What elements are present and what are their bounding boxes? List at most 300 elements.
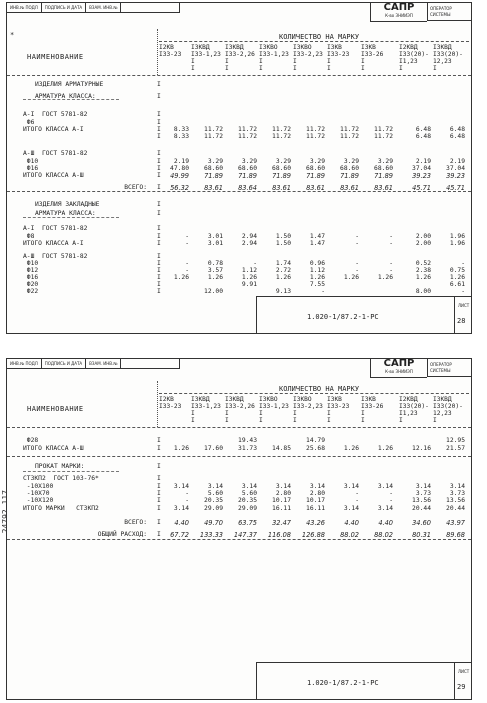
row-label: Ф16 xyxy=(23,274,39,281)
row-value: 1.26 xyxy=(377,445,393,452)
row-value: 83.61 xyxy=(374,184,393,192)
sapr-subtitle: К-во ЗНИИЭП xyxy=(385,369,413,374)
row-label: ВСЕГО: xyxy=(124,519,147,526)
operator-label: ОПЕРАТОР xyxy=(430,6,452,11)
row-label: Ф8 xyxy=(23,233,35,240)
row-value: 3.14 xyxy=(275,483,291,490)
row-value: 1.47 xyxy=(309,240,325,247)
column-header: I3КВД I33-1,23 I I xyxy=(191,44,221,72)
column-rule: I xyxy=(157,490,161,497)
row-label: ИЗДЕЛИЯ ЗАКЛАДНЫЕ xyxy=(35,201,100,208)
row-value: 1.50 xyxy=(275,240,291,247)
column-rule: I xyxy=(157,201,161,208)
row-value: 4.40 xyxy=(174,519,189,527)
column-rule: I xyxy=(157,437,161,444)
column-header: I2КВ I33-23 xyxy=(159,44,182,58)
strip-cell: ПОДПИСЬ И ДАТА xyxy=(42,359,86,368)
row-value: 1.26 xyxy=(275,274,291,281)
row-value: 71.89 xyxy=(238,172,257,180)
row-value: 11.72 xyxy=(238,126,257,133)
row-value: 8.33 xyxy=(173,133,189,140)
row-label: ИТОГО КЛАССА А-Ш xyxy=(23,445,84,452)
sheet-number-box xyxy=(454,297,471,333)
row-value: 11.72 xyxy=(238,133,257,140)
row-value: 10.17 xyxy=(306,497,325,504)
system-label: СИСТЕМЫ xyxy=(430,12,451,17)
column-rule: I xyxy=(157,165,161,172)
row-value: 0.75 xyxy=(449,267,465,274)
row-value: - xyxy=(461,260,465,267)
column-rule: I xyxy=(157,288,161,295)
table-row xyxy=(7,81,471,89)
strip-cell: ИНВ.№ ПОДЛ xyxy=(7,359,42,368)
row-label: Ф20 xyxy=(23,281,39,288)
row-value: 32.47 xyxy=(272,519,291,527)
column-header: I3КВО I33-2,23 I I xyxy=(293,44,323,72)
quantity-underline xyxy=(159,41,469,42)
row-value: 11.72 xyxy=(340,126,359,133)
column-rule: I xyxy=(157,475,161,482)
row-label: ВСЕГО: xyxy=(124,184,147,191)
row-label: ИТОГО КЛАССА А-I xyxy=(23,240,84,247)
title-block xyxy=(256,296,471,333)
row-value: 3.73 xyxy=(449,490,465,497)
row-value: 2.00 xyxy=(415,233,431,240)
row-value: 11.72 xyxy=(374,133,393,140)
row-value: 3.14 xyxy=(343,483,359,490)
strip-cell: ВЗАМ. ИНВ.№ xyxy=(86,359,121,368)
row-value: 45.71 xyxy=(412,184,431,192)
header-star: * xyxy=(10,31,15,39)
column-rule: I xyxy=(157,150,161,157)
column-rule: I xyxy=(157,210,161,217)
column-rule: I xyxy=(157,184,161,191)
row-value: 11.72 xyxy=(306,126,325,133)
column-rule: I xyxy=(157,119,161,126)
row-value: 68.60 xyxy=(340,165,359,172)
row-value: 68.60 xyxy=(238,165,257,172)
row-label: СТ3КП2 ГОСТ 103-76* xyxy=(23,475,99,482)
row-value: 20.35 xyxy=(204,497,223,504)
row-value: 6.48 xyxy=(415,126,431,133)
column-rule: I xyxy=(157,519,161,526)
row-value: 3.73 xyxy=(415,490,431,497)
sheet-number: 29 xyxy=(457,683,466,691)
title-block xyxy=(256,662,471,699)
row-label: -10Х70 xyxy=(23,490,50,497)
row-value: - xyxy=(389,233,393,240)
column-rule: I xyxy=(157,260,161,267)
row-value: 6.48 xyxy=(449,126,465,133)
row-value: 63.75 xyxy=(238,519,257,527)
column-rule: I xyxy=(157,445,161,452)
sapr-box xyxy=(370,3,427,22)
row-value: - xyxy=(185,267,189,274)
row-label: ИТОГО КЛАССА А-I xyxy=(23,126,84,133)
sheet-number: 28 xyxy=(457,317,466,325)
row-label: ОБЩИЙ РАСХОД: xyxy=(97,531,147,538)
row-value: 3.14 xyxy=(377,505,393,512)
row-value: 7.55 xyxy=(309,281,325,288)
row-value: 1.26 xyxy=(241,274,257,281)
row-value: 88.02 xyxy=(340,531,359,539)
row-value: 1.12 xyxy=(309,267,325,274)
row-value: 71.89 xyxy=(204,172,223,180)
table-row xyxy=(7,172,471,180)
name-column-header: НАИМЕНОВАНИЕ xyxy=(27,405,84,413)
row-value: - xyxy=(355,490,359,497)
row-value: 83.61 xyxy=(272,184,291,192)
row-value: 20.35 xyxy=(238,497,257,504)
table-row xyxy=(7,437,471,445)
sheet-number-box xyxy=(454,663,471,699)
row-value: 6.48 xyxy=(415,133,431,140)
row-value: 89.68 xyxy=(446,531,465,539)
row-label: ИТОГО КЛАССА А-Ш xyxy=(23,172,84,179)
row-value: - xyxy=(355,260,359,267)
column-header: I3КВ I33-26 I I xyxy=(361,44,384,72)
row-value: 2.80 xyxy=(275,490,291,497)
row-value: 1.26 xyxy=(377,274,393,281)
row-value: 1.26 xyxy=(415,274,431,281)
column-header: I3КВД I33-1,23 I I xyxy=(191,396,221,424)
row-value: 3.57 xyxy=(207,267,223,274)
row-label: Ф10 xyxy=(23,260,39,267)
row-value: 1.96 xyxy=(449,233,465,240)
row-label: А-I ГОСТ 5781-82 xyxy=(23,225,88,232)
row-value: 29.09 xyxy=(204,505,223,512)
row-value: 56.32 xyxy=(170,184,189,192)
row-value: 3.29 xyxy=(377,158,393,165)
row-value: 14.79 xyxy=(306,437,325,444)
row-value: 147.37 xyxy=(233,531,257,539)
row-value: 68.60 xyxy=(204,165,223,172)
column-rule: I xyxy=(157,463,161,470)
row-value: 3.01 xyxy=(207,233,223,240)
row-label: ПРОКАТ МАРКИ: xyxy=(35,463,85,470)
row-value: - xyxy=(185,240,189,247)
sapr-box xyxy=(370,359,427,378)
row-value: 19.43 xyxy=(238,437,257,444)
row-label: Ф22 xyxy=(23,288,39,295)
document-code: 1.020-1/87.2-1-РС xyxy=(307,679,379,687)
column-rule: I xyxy=(157,505,161,512)
table-row xyxy=(7,225,471,233)
row-value: 1.74 xyxy=(275,260,291,267)
column-header: I3КВО I33-1,23 I I xyxy=(259,44,289,72)
column-rule: I xyxy=(157,531,161,538)
strip-cell: ИНВ.№ ПОДЛ xyxy=(7,3,42,12)
row-value: 3.14 xyxy=(415,483,431,490)
row-value: - xyxy=(185,497,189,504)
row-label: А-Ш ГОСТ 5781-82 xyxy=(23,253,88,260)
row-value: 12.16 xyxy=(412,445,431,452)
column-rule: I xyxy=(157,133,161,140)
row-value: - xyxy=(253,260,257,267)
quantity-header: КОЛИЧЕСТВО НА МАРКУ xyxy=(279,33,360,41)
table-row xyxy=(7,111,471,119)
document-code: 1.020-1/87.2-1-РС xyxy=(307,313,379,321)
row-label: Ф12 xyxy=(23,267,39,274)
column-rule: I xyxy=(157,240,161,247)
sapr-title: САПР xyxy=(383,358,415,369)
row-value: 39.23 xyxy=(412,172,431,180)
row-value: 68.60 xyxy=(306,165,325,172)
row-value: 37.04 xyxy=(446,165,465,172)
row-value: 71.89 xyxy=(306,172,325,180)
row-label: А-Ш ГОСТ 5781-82 xyxy=(23,150,88,157)
row-value: 80.31 xyxy=(412,531,431,539)
row-value: 49.99 xyxy=(170,172,189,180)
row-label: АРМАТУРА КЛАССА: xyxy=(35,93,96,100)
row-value: 116.08 xyxy=(267,531,291,539)
row-value: 25.68 xyxy=(306,445,325,452)
row-value: 2.94 xyxy=(241,240,257,247)
column-rule: I xyxy=(157,497,161,504)
column-header: I3КВО I33-1,23 I I xyxy=(259,396,289,424)
row-value: 4.40 xyxy=(378,519,393,527)
row-value: 6.61 xyxy=(449,281,465,288)
row-separator xyxy=(7,456,471,457)
row-value: 49.70 xyxy=(204,519,223,527)
row-value: 11.72 xyxy=(306,133,325,140)
row-value: - xyxy=(185,490,189,497)
row-value: 8.00 xyxy=(415,288,431,295)
row-value: - xyxy=(389,260,393,267)
column-rule: I xyxy=(157,253,161,260)
row-value: 1.47 xyxy=(309,233,325,240)
row-value: - xyxy=(321,288,325,295)
name-column-header: НАИМЕНОВАНИЕ xyxy=(27,53,84,61)
column-rule: I xyxy=(157,93,161,100)
row-value: 0.52 xyxy=(415,260,431,267)
row-value: 68.60 xyxy=(272,165,291,172)
row-value: 13.56 xyxy=(446,497,465,504)
row-value: 12.00 xyxy=(204,288,223,295)
row-value: 45.71 xyxy=(446,184,465,192)
strip-cell: ПОДПИСЬ И ДАТА xyxy=(42,3,86,12)
row-value: 126.88 xyxy=(301,531,325,539)
row-value: 11.72 xyxy=(340,133,359,140)
row-value: - xyxy=(185,260,189,267)
row-label: Ф28 xyxy=(23,437,39,444)
column-rule: I xyxy=(157,126,161,133)
row-value: 3.14 xyxy=(343,505,359,512)
column-rule: I xyxy=(157,233,161,240)
row-value: 17.60 xyxy=(204,445,223,452)
row-value: - xyxy=(355,497,359,504)
column-header: I2КВД I33(20)- I1,23 I xyxy=(399,396,429,424)
row-value: 5.60 xyxy=(207,490,223,497)
row-value: 6.48 xyxy=(449,133,465,140)
row-value: 71.89 xyxy=(272,172,291,180)
row-value: 20.44 xyxy=(412,505,431,512)
row-label: А-I ГОСТ 5781-82 xyxy=(23,111,88,118)
row-value: 83.61 xyxy=(306,184,325,192)
row-value: 1.26 xyxy=(343,445,359,452)
row-label: ИТОГО МАРКИ СТ3КП2 xyxy=(23,505,99,512)
row-value: 14.85 xyxy=(272,445,291,452)
row-value: - xyxy=(461,288,465,295)
column-rule: I xyxy=(157,172,161,179)
row-value: 2.94 xyxy=(241,233,257,240)
row-value: 71.89 xyxy=(340,172,359,180)
column-header: I3КВ I33-23 I I xyxy=(327,396,350,424)
sapr-title: САПР xyxy=(383,2,415,13)
table-row xyxy=(7,445,471,453)
table-row xyxy=(7,184,471,192)
column-header: I3КВ I33-26 I I xyxy=(361,396,384,424)
row-value: 3.14 xyxy=(241,483,257,490)
row-value: 11.72 xyxy=(272,133,291,140)
table-row xyxy=(7,93,471,101)
row-value: - xyxy=(389,267,393,274)
column-header: I2КВД I33(20)- I1,23 I xyxy=(399,44,429,72)
row-value: 47.80 xyxy=(170,165,189,172)
row-value: 29.09 xyxy=(238,505,257,512)
column-rule: I xyxy=(157,158,161,165)
row-value: 1.26 xyxy=(449,274,465,281)
row-label: -10Х120 xyxy=(23,497,54,504)
row-value: 1.26 xyxy=(173,445,189,452)
row-value: 9.13 xyxy=(275,288,291,295)
row-value: 11.72 xyxy=(272,126,291,133)
row-value: 1.26 xyxy=(309,274,325,281)
table-row xyxy=(7,475,471,483)
row-value: 3.29 xyxy=(343,158,359,165)
column-rule: I xyxy=(157,225,161,232)
row-value: 3.29 xyxy=(275,158,291,165)
row-value: 83.64 xyxy=(238,184,257,192)
row-value: 3.14 xyxy=(173,483,189,490)
row-value: 1.12 xyxy=(241,267,257,274)
row-value: - xyxy=(389,240,393,247)
sheet-28 xyxy=(6,2,472,334)
row-value: 1.26 xyxy=(207,274,223,281)
table-header xyxy=(7,29,471,76)
column-rule: I xyxy=(157,81,161,88)
row-value: 2.80 xyxy=(309,490,325,497)
row-value: 11.72 xyxy=(204,126,223,133)
table-row xyxy=(7,531,471,539)
column-rule: I xyxy=(157,281,161,288)
column-divider xyxy=(157,29,158,75)
row-value: 133.33 xyxy=(199,531,223,539)
column-header: I3КВД I33-2,26 I I xyxy=(225,44,255,72)
column-rule: I xyxy=(157,267,161,274)
sapr-subtitle: К-во ЗНИИЭП xyxy=(385,13,413,18)
title-strip xyxy=(7,3,180,13)
row-value: 3.29 xyxy=(207,158,223,165)
row-value: 3.14 xyxy=(207,483,223,490)
title-strip xyxy=(7,359,180,369)
row-value: 37.04 xyxy=(412,165,431,172)
row-label: Ф16 xyxy=(23,165,39,172)
row-value: 16.11 xyxy=(306,505,325,512)
column-divider xyxy=(157,381,158,427)
row-value: 1.26 xyxy=(173,274,189,281)
row-label: ИЗДЕЛИЯ АРМАТУРНЫЕ xyxy=(35,81,104,88)
column-header: I3КВ I33-23 I I xyxy=(327,44,350,72)
table-row xyxy=(7,519,471,527)
row-value: 71.89 xyxy=(374,172,393,180)
row-value: 67.72 xyxy=(170,531,189,539)
sheet-29 xyxy=(6,358,472,700)
row-value: 3.14 xyxy=(309,483,325,490)
row-value: 83.61 xyxy=(204,184,223,192)
row-value: 39.23 xyxy=(446,172,465,180)
row-value: 20.44 xyxy=(446,505,465,512)
table-row xyxy=(7,288,471,296)
row-value: 2.72 xyxy=(275,267,291,274)
row-value: 4.40 xyxy=(344,519,359,527)
row-label: Ф6 xyxy=(23,119,35,126)
quantity-underline xyxy=(159,393,469,394)
row-value: 3.29 xyxy=(309,158,325,165)
strip-cell: ВЗАМ. ИНВ.№ xyxy=(86,3,121,12)
row-value: 3.01 xyxy=(207,240,223,247)
column-header: I3КВО I33-2,23 I I xyxy=(293,396,323,424)
table-row xyxy=(7,505,471,513)
row-value: 11.72 xyxy=(204,133,223,140)
row-value: 3.14 xyxy=(449,483,465,490)
row-value: 2.38 xyxy=(415,267,431,274)
column-header: I3КВД I33-2,26 I I xyxy=(225,396,255,424)
system-label: СИСТЕМЫ xyxy=(430,368,451,373)
row-value: - xyxy=(185,233,189,240)
column-rule: I xyxy=(157,111,161,118)
row-value: 10.17 xyxy=(272,497,291,504)
row-value: 43.26 xyxy=(306,519,325,527)
row-value: 1.26 xyxy=(343,274,359,281)
column-header: I3КВД I33(20)- 12,23 I xyxy=(433,44,463,72)
row-value: 83.61 xyxy=(340,184,359,192)
row-value: 31.73 xyxy=(238,445,257,452)
row-label: АРМАТУРА КЛАССА: xyxy=(35,210,96,217)
table-row xyxy=(7,150,471,158)
row-value: 16.11 xyxy=(272,505,291,512)
table-row xyxy=(7,463,471,471)
sheet-label: ЛИСТ xyxy=(458,669,470,674)
column-header: I3КВД I33(20)- 12,23 I xyxy=(433,396,463,424)
row-value: 34.60 xyxy=(412,519,431,527)
row-separator xyxy=(7,539,471,540)
row-value: 11.72 xyxy=(374,126,393,133)
row-value: 21.57 xyxy=(446,445,465,452)
row-value: 3.29 xyxy=(241,158,257,165)
row-value: 8.33 xyxy=(173,126,189,133)
row-label: -10Х100 xyxy=(23,483,54,490)
row-value: - xyxy=(355,267,359,274)
row-value: 9.91 xyxy=(241,281,257,288)
row-value: 12.95 xyxy=(446,437,465,444)
row-value: 3.14 xyxy=(377,483,393,490)
row-value: - xyxy=(355,240,359,247)
row-value: 2.19 xyxy=(449,158,465,165)
table-row xyxy=(7,133,471,141)
table-row xyxy=(7,201,471,209)
column-rule: I xyxy=(157,274,161,281)
row-value: 0.78 xyxy=(207,260,223,267)
operator-label: ОПЕРАТОР xyxy=(430,362,452,367)
table-row xyxy=(7,210,471,218)
column-header: I2КВ I33-23 xyxy=(159,396,182,410)
table-row xyxy=(7,240,471,248)
row-separator xyxy=(23,471,119,472)
column-rule: I xyxy=(157,483,161,490)
row-value: - xyxy=(389,490,393,497)
row-value: 13.56 xyxy=(412,497,431,504)
